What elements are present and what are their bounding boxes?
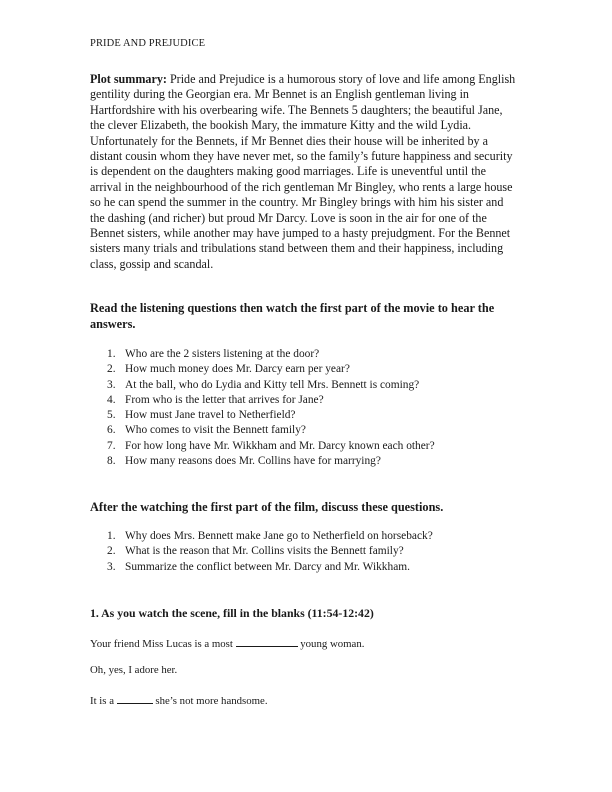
list-item: 7. For how long have Mr. Wikkham and Mr. Darcy known each other? — [107, 439, 435, 452]
plot-summary-text: Pride and Prejudice is a humorous story of love and life among English gentility during the Georgian era. Mr Bennet is an English gentleman living in Hartfordshire with his overbearing wife. The Bennets 5 daughters; the beautiful Jane, the clever Elizabeth, the bookish Mary, the immature Kitty and the wild Lydia. Unfortunately for the Bennets, if Mr Bennet dies their house will be inherited by a distant cousin whom they have never met, so the family’s future happiness and security is dependent on the daughters making good marriages. Life is uneventful until the arrival in the neighbourhood of the rich gentleman Mr Bingley, who rents a large house so he can spend the summer in the country. Mr Bingley brings with him his sister and the dashing (and richer) but proud Mr Darcy. Love is soon in the air for one of the Bennet sisters, while another may have jumped to a hasty prejudgment. For the Bennet sisters many trials and tribulations stand between them and their happiness, including class, gossip and scandal. — [90, 72, 516, 271]
list-item: 5. How must Jane travel to Netherfield? — [107, 409, 296, 422]
blank-field[interactable] — [117, 693, 153, 704]
fill-blank-line-2: Oh, yes, I adore her. — [90, 664, 178, 676]
fill-blank-line-1: Your friend Miss Lucas is a most young woman. — [90, 638, 365, 650]
list-item: 1. Who are the 2 sisters listening at the door? — [107, 348, 320, 360]
list-item: 6. Who comes to visit the Bennett family? — [107, 424, 306, 437]
listening-heading: Read the listening questions then watch the first part of the movie to hear the answers. — [90, 301, 495, 331]
page-header: PRIDE AND PREJUDICE — [90, 38, 206, 49]
list-item: 2. How much money does Mr. Darcy earn per year? — [107, 363, 350, 376]
fill-blanks-title: 1. As you watch the scene, fill in the blanks (11:54-12:42) — [90, 606, 374, 620]
discussion-questions — [90, 529, 530, 575]
blank-field[interactable] — [236, 636, 298, 647]
list-item: 3. Summarize the conflict between Mr. Darcy and Mr. Wikkham. — [107, 560, 410, 573]
plot-summary — [90, 72, 520, 272]
fill-blank-line-3: It is a she’s not more handsome. — [90, 695, 268, 707]
list-item: 4. From who is the letter that arrives for Jane? — [107, 393, 324, 406]
list-item: 8. How many reasons does Mr. Collins have for marrying? — [107, 455, 381, 468]
list-item: 2. What is the reason that Mr. Collins visits the Bennett family? — [107, 545, 404, 558]
discussion-heading: After the watching the first part of the film, discuss these questions. — [90, 500, 444, 514]
list-item: 1. Why does Mrs. Bennett make Jane go to Netherfield on horseback? — [107, 530, 433, 542]
list-item: 3. At the ball, who do Lydia and Kitty tell Mrs. Bennett is coming? — [107, 378, 420, 391]
listening-questions — [90, 347, 530, 469]
plot-summary-label: Plot summary: — [90, 72, 167, 86]
